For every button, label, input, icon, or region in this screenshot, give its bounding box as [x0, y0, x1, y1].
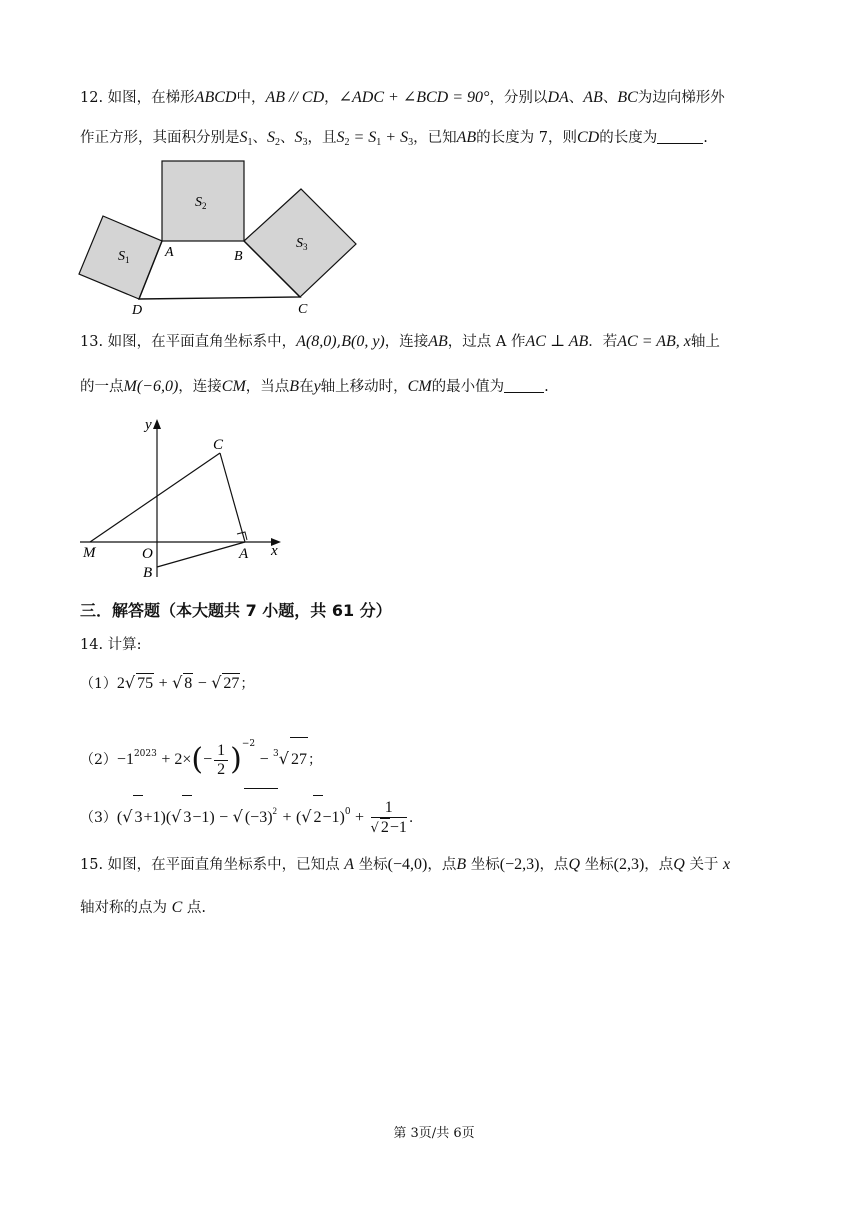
label-s1: $S_1$	[118, 249, 130, 265]
label-o: O	[142, 546, 153, 562]
q13-figure	[75, 412, 295, 582]
label-d: D	[132, 303, 143, 318]
label-b: B	[143, 565, 153, 581]
right-angle-mark	[237, 532, 247, 540]
q14-part-3: （3）(√ 3+1)(√ 3−1) − √ $(-3)^2$ + (√ 2−1)$^0$ + $\frac{1}{√ 2-1}$ .	[80, 788, 413, 832]
label-c: C	[298, 302, 308, 317]
label-a: A	[165, 245, 174, 260]
label-y: y	[145, 417, 152, 433]
q13-answer-blank[interactable]	[504, 378, 544, 393]
segment-ab	[157, 542, 245, 567]
q13-line-1: 13. 如图，在平面直角坐标系中，A(8,0),B(0, y)，连接AB，过点 A 作AC ⊥ AB．若AC = AB, x轴上	[80, 333, 720, 350]
label-b: B	[234, 249, 243, 264]
q12-figure	[70, 155, 370, 320]
q14-title: 14. 计算:	[80, 637, 142, 653]
label-c: C	[213, 437, 224, 453]
label-m: M	[83, 545, 96, 561]
q13-line-2: 的一点M(−6,0)，连接CM，当点B在y轴上移动时，CM的最小值为 .	[80, 378, 549, 395]
q12-line-1: 12. 如图，在梯形ABCD中，AB // CD，∠ADC + ∠BCD = 90°，分别以DA、AB、BC为边向梯形外	[80, 89, 725, 106]
q15-line-2: 轴对称的点为 C 点.	[80, 899, 206, 916]
page-footer: 第 3页/共 6页	[393, 1126, 475, 1141]
segment-mc	[90, 453, 220, 542]
q12-line-2: 作正方形，其面积分别是$S_1$、$S_2$、$S_3$，且$S_2 = S_1 + S_3$，已知AB的长度为 7，则CD的长度为 .	[80, 129, 708, 148]
label-a: A	[239, 546, 249, 562]
segment-ca	[220, 453, 245, 542]
q14-part-2: $(2)-1^{2023} + 2\times(-$ $\frac{1}{2}$ )$^{-2}$ − $^3$√ 27；	[80, 722, 322, 766]
y-axis-arrow	[153, 419, 161, 429]
q15-line-1: 15. 如图，在平面直角坐标系中，已知点 A 坐标(−4,0)，点B 坐标(−2,3)，点Q 坐标(2,3)，点Q 关于 x	[80, 856, 731, 873]
q14-part-1: （1）2√ 75 + √ 8 − √ 27；	[80, 673, 255, 692]
label-x: x	[271, 543, 278, 559]
section-3-heading: 三．解答题（本大题共 7 小题，共 61 分）	[80, 601, 392, 620]
label-s2: $S_2$	[195, 195, 207, 211]
label-s3: $S_3$	[296, 236, 308, 252]
q12-answer-blank[interactable]	[657, 129, 703, 144]
